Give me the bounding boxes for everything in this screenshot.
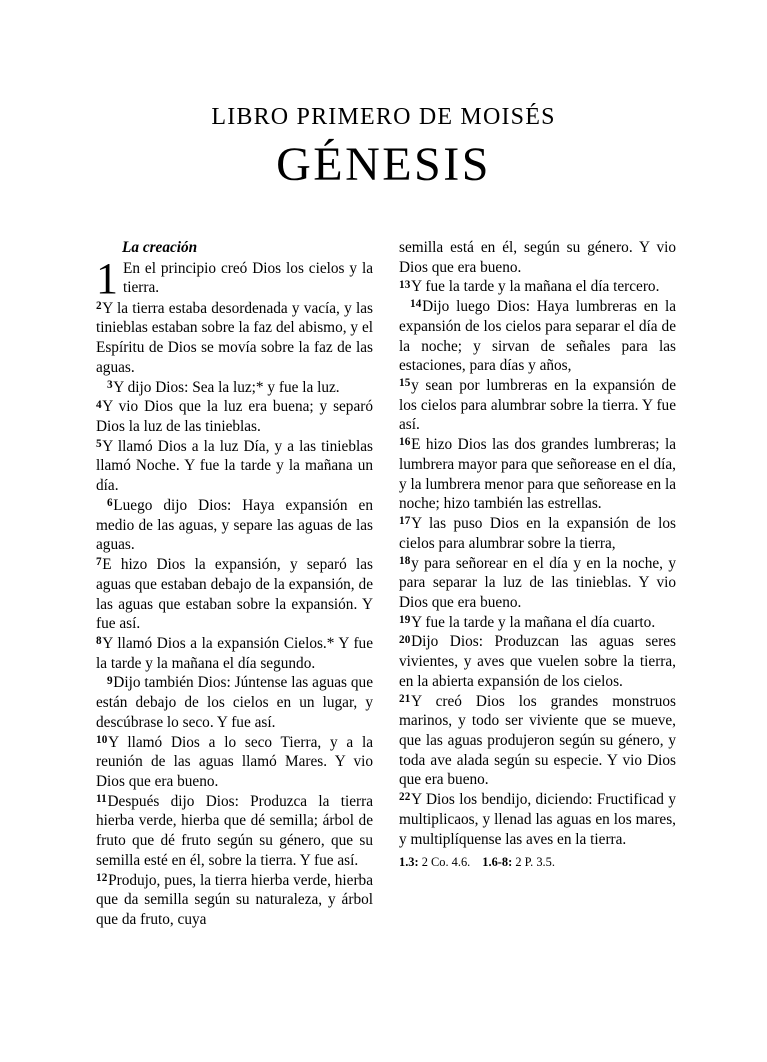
verse-text: y sean por lumbreras en la expansión de los cielos para alumbrar sobre la tierra. Y fue así. [399, 377, 676, 434]
footnote-text: 2 Co. 4.6. [421, 855, 471, 870]
verse-text: Dijo Dios: Produzcan las aguas seres vivientes, y aves que vuelen sobre la tierra, en la abierta expansión de los cielos. [399, 633, 676, 690]
verse-number: 12 [96, 871, 108, 884]
verse-number: 19 [399, 613, 411, 626]
verse-number: 13 [399, 278, 411, 291]
verse-paragraph [399, 297, 676, 376]
verse-text: Y llamó Dios a la expansión Cielos.* Y fue la tarde y la mañana el día segundo. [96, 634, 373, 672]
verse-number: 8 [96, 635, 102, 648]
verse-paragraph [399, 790, 676, 849]
verse-text: E hizo Dios la expansión, y separó las aguas que estaban debajo de la expansión, de las aguas que estaban sobre la expansión. Y fue así. [96, 556, 373, 633]
text-columns [96, 238, 676, 930]
verse-text: Y fue la tarde y la mañana el día tercero. [411, 278, 660, 296]
verse-text: Y llamó Dios a lo seco Tierra, y a la reunión de las aguas llamó Mares. Y vio Dios que era bueno. [96, 733, 373, 790]
footnote-reference: 1.6-8: [482, 855, 513, 870]
book-superscript: LIBRO PRIMERO DE MOISÉS [211, 104, 556, 130]
verse-number: 5 [96, 437, 102, 450]
verse-text: Y Dios los bendijo, diciendo: Fructificad y multiplicaos, y llenad las aguas en los mares, y multiplíquense las aves en la tierra. [399, 791, 676, 848]
verse-text: Luego dijo Dios: Haya expansión en medio de las aguas, y separe las aguas de las aguas. [96, 496, 373, 554]
section-heading: La creación [122, 239, 198, 256]
verse-paragraph [96, 555, 373, 634]
verse-paragraph [96, 634, 373, 673]
verse-number: 18 [399, 554, 411, 567]
verse-text: Y llamó Dios a la luz Día, y a las tinieblas llamó Noche. Y fue la tarde y la mañana un día. [96, 437, 373, 495]
verse-number: 9 [107, 674, 113, 687]
verse-paragraph [399, 277, 676, 297]
verse-paragraph [399, 692, 676, 791]
page-header [0, 0, 767, 191]
verse-text: semilla está en él, según su género. Y vio Dios que era bueno. [399, 239, 676, 276]
left-column [96, 238, 373, 930]
verse-paragraph [96, 673, 373, 732]
chapter-number: 1 [96, 253, 118, 303]
verse-text: Y fue la tarde y la mañana el día cuarto. [411, 613, 656, 631]
verse-paragraph [399, 613, 676, 633]
verse-text: Y vio Dios que la luz era buena; y separó Dios la luz de las tinieblas. [96, 398, 373, 436]
footnote-text: 2 P. 3.5. [515, 855, 555, 870]
verse-number: 10 [96, 733, 108, 746]
verse-number: 4 [96, 398, 102, 411]
verse-paragraph [96, 253, 373, 303]
verse-number: 17 [399, 515, 411, 528]
verse-number: 11 [96, 792, 107, 805]
verse-number: 3 [107, 378, 113, 391]
verse-number: 21 [399, 692, 411, 705]
verse-text: Después dijo Dios: Produzca la tierra hierba verde, hierba que dé semilla; árbol de fruto que dé fruto según su género, que su semilla esté en él, sobre la tierra. Y fue así. [96, 792, 373, 869]
verse-paragraph [96, 437, 373, 496]
verse-paragraph [399, 554, 676, 613]
verse-paragraph [96, 871, 373, 930]
verse-paragraph [96, 378, 373, 398]
verse-number: 6 [107, 497, 113, 510]
verse-paragraph [96, 397, 373, 436]
right-column [399, 238, 676, 930]
verse-number: 22 [399, 791, 411, 804]
verse-paragraph [96, 299, 373, 378]
verse-paragraph [96, 792, 373, 871]
footnotes [399, 854, 676, 870]
verse-paragraph [399, 238, 676, 277]
verse-text: y para señorear en el día y en la noche, y para separar la luz de las tinieblas. Y vio Dios que era bueno. [399, 554, 676, 611]
footnote-reference: 1.3: [399, 855, 419, 870]
verse-number: 14 [410, 298, 422, 311]
verse-text: En el principio creó Dios los cielos y la tierra. [123, 259, 373, 297]
verse-paragraph [399, 435, 676, 514]
verse-text: Y la tierra estaba desordenada y vacía, y las tinieblas estaban sobre la faz del abismo, y el Espíritu de Dios se movía sobre la faz de las aguas. [96, 299, 373, 376]
verse-text: Y las puso Dios en la expansión de los cielos para alumbrar sobre la tierra, [399, 515, 676, 552]
book-title: GÉNESIS [276, 138, 491, 192]
verse-number: 2 [96, 299, 102, 312]
verse-number: 20 [399, 633, 411, 646]
verse-paragraph [399, 632, 676, 691]
verse-text: E hizo Dios las dos grandes lumbreras; la lumbrera mayor para que señorease en el día, y la lumbrera menor para que señorease en la noche; hizo también las estrellas. [399, 436, 676, 513]
verse-text: Dijo también Dios: Júntense las aguas que están debajo de los cielos en un lugar, y descúbrase lo seco. Y fue así. [96, 674, 373, 731]
verse-paragraph [399, 376, 676, 435]
verse-text: Dijo luego Dios: Haya lumbreras en la expansión de los cielos para separar el día de la noche; y sirvan de señales para las estaciones, para días y años, [399, 298, 676, 375]
verse-text: Y creó Dios los grandes monstruos marinos, y todo ser viviente que se mueve, que las aguas produjeron según su género, y toda ave alada según su especie. Y vio Dios que era bueno. [399, 692, 676, 789]
verse-paragraph [399, 514, 676, 553]
verse-number: 15 [399, 377, 411, 390]
verse-number: 7 [96, 556, 102, 569]
verse-number: 16 [399, 436, 411, 449]
verse-text: Y dijo Dios: Sea la luz;* y fue la luz. [113, 378, 340, 396]
verse-paragraph [96, 733, 373, 792]
verse-paragraph [96, 496, 373, 555]
verse-text: Produjo, pues, la tierra hierba verde, hierba que da semilla según su naturaleza, y árbol que da fruto, cuya [96, 871, 373, 928]
